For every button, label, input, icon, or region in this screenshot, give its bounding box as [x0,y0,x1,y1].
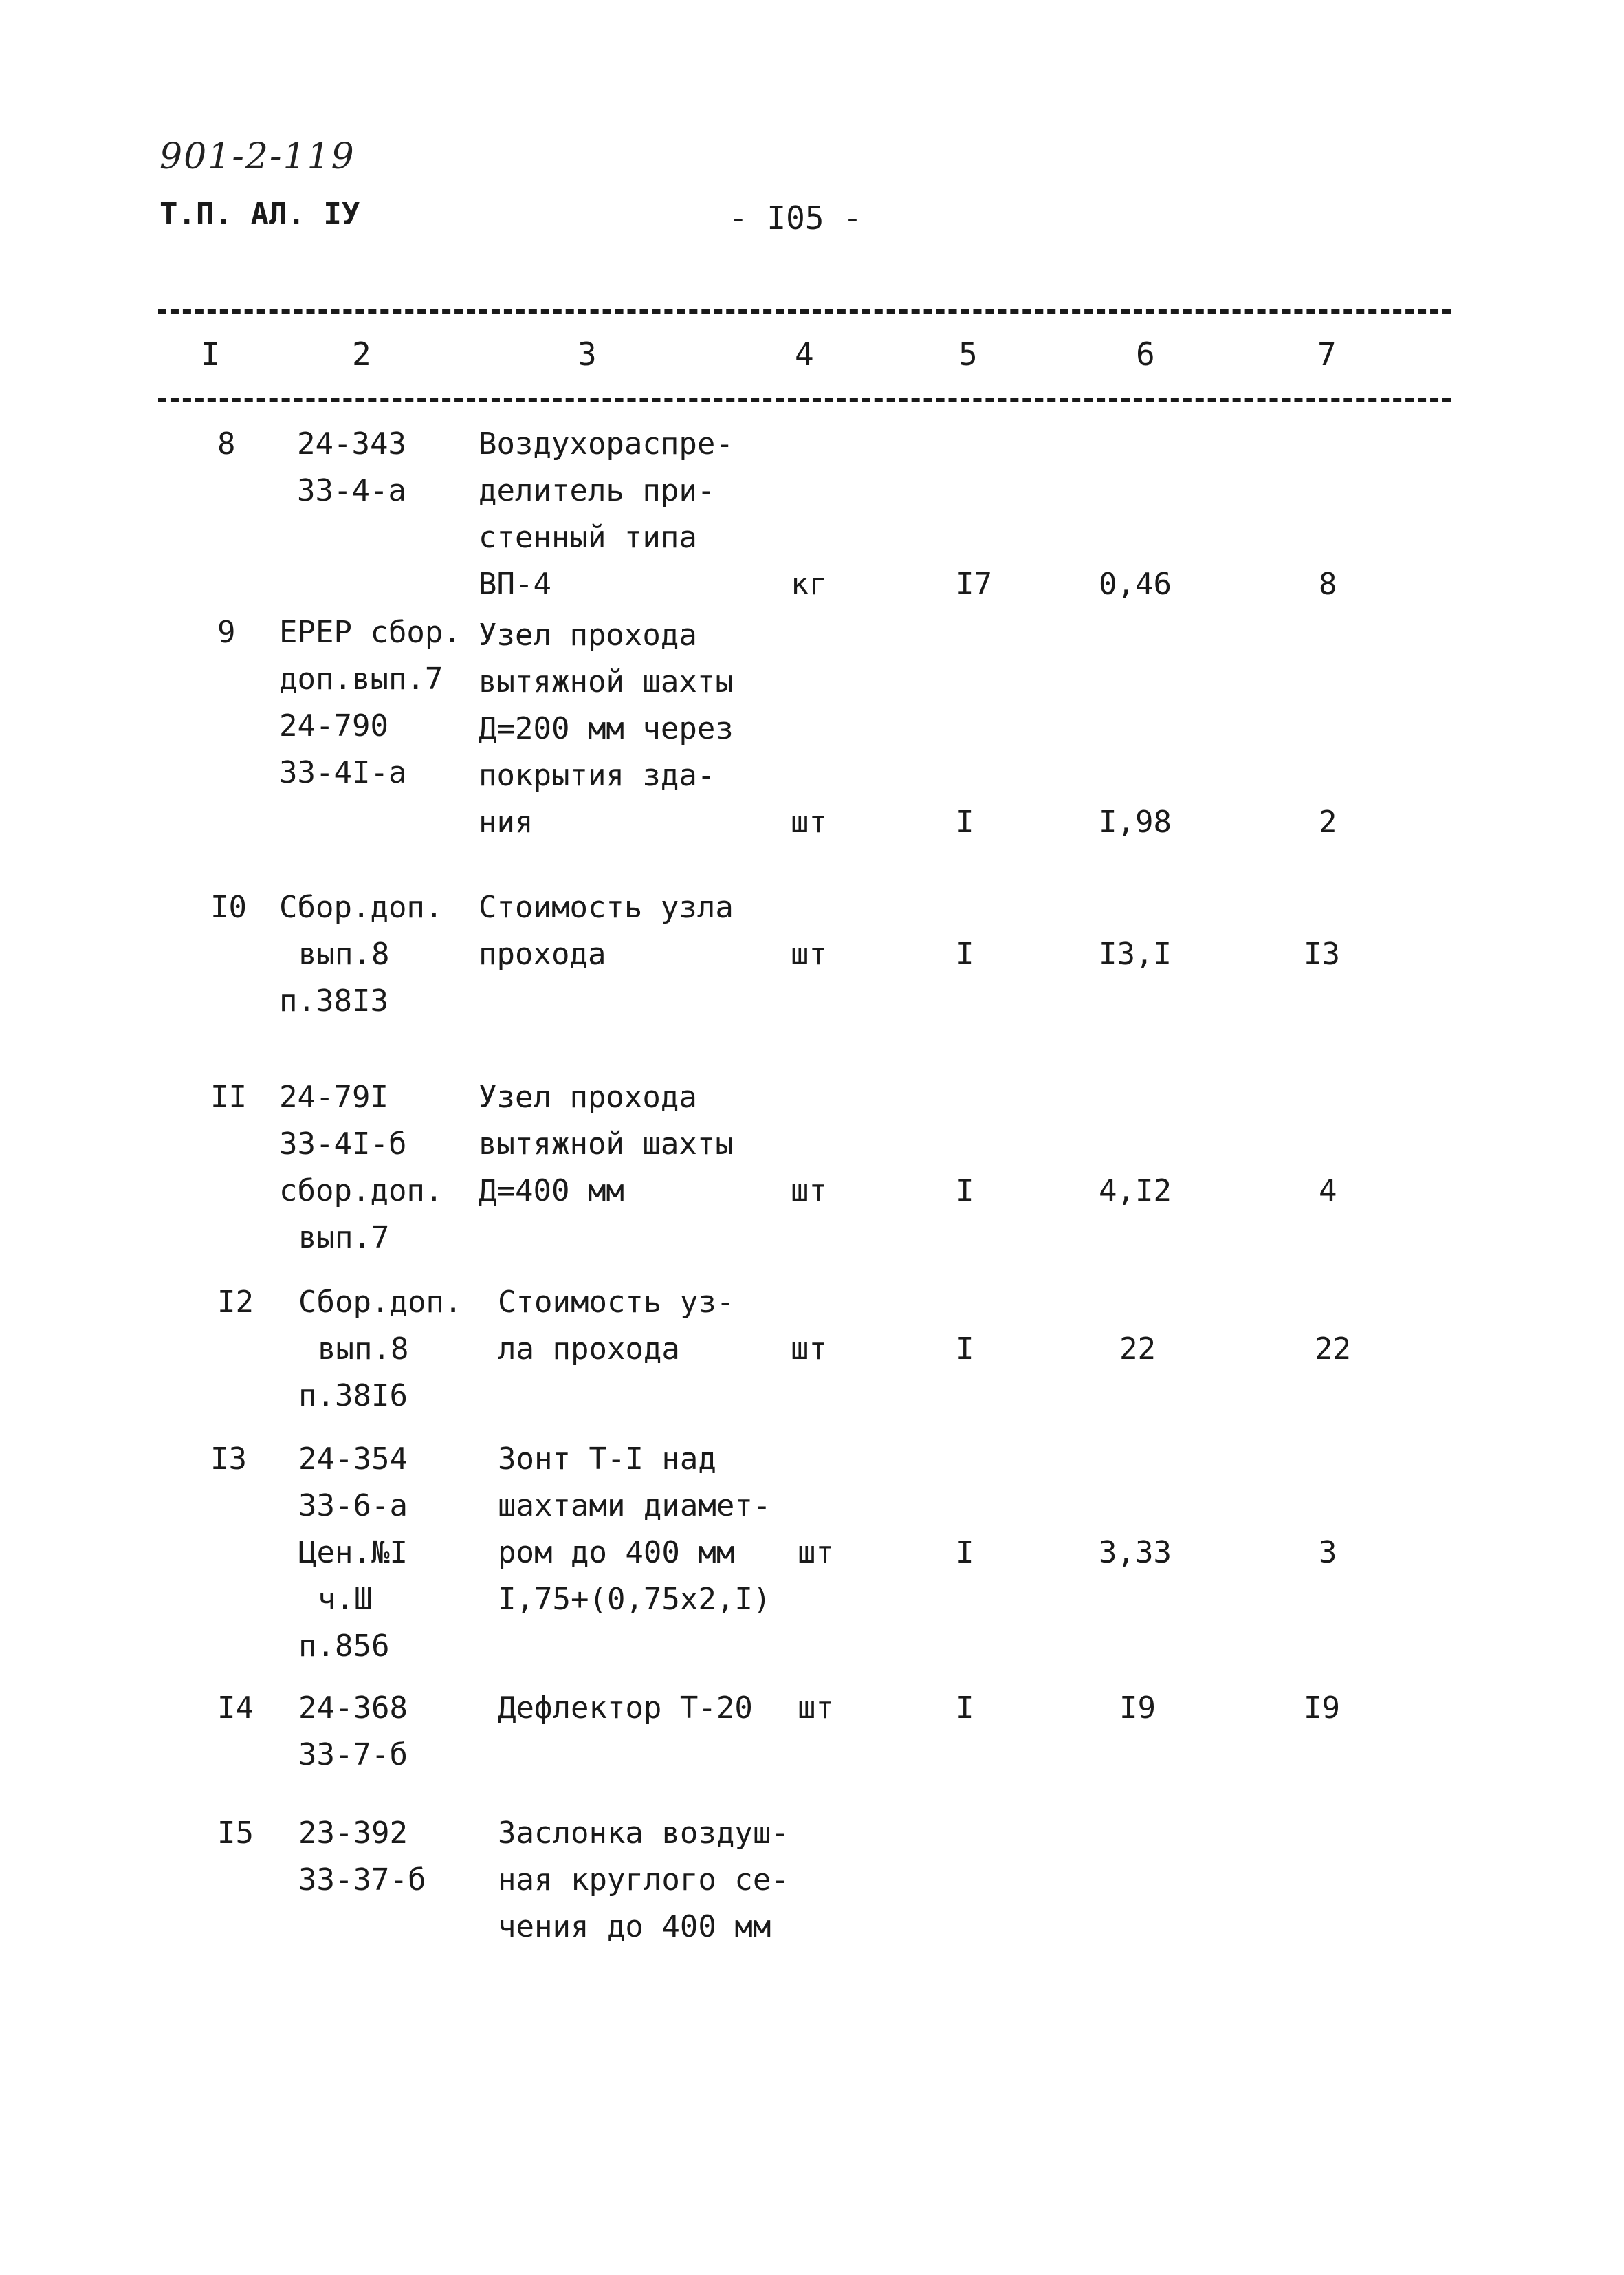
column-header-6: 6 [1136,336,1155,373]
quantity: I [956,937,974,972]
row-number: I4 [217,1690,254,1726]
column-header-5: 5 [958,336,978,373]
unit: шт [798,1690,834,1726]
item-description: Заслонка воздуш- ная круглого се- чения до 400 мм [498,1816,789,1944]
norm-code: 24-343 33-4-а [297,426,406,508]
total-cost: 2 [1319,805,1337,840]
item-description: Узел прохода вытяжной шахты Д=200 мм через покрытия зда- ния [479,618,734,840]
unit: шт [791,937,827,972]
item-description: Воздухораспре- делитель при- стенный типа ВП-4 [479,426,734,602]
quantity: I [956,1690,974,1726]
total-cost: I9 [1304,1690,1340,1726]
row-number: 9 [217,615,236,650]
item-description: Стоимость узла прохода [479,890,734,972]
unit-price: 4,I2 [1099,1173,1172,1208]
quantity: I [956,1173,974,1208]
unit: шт [798,1535,834,1570]
total-cost: I3 [1304,937,1340,972]
column-header-3: 3 [578,336,597,373]
quantity: I [956,805,974,840]
unit-price: 3,33 [1099,1535,1172,1570]
quantity: I7 [956,567,992,602]
column-header-2: 2 [352,336,371,373]
quantity: I [956,1535,974,1570]
total-cost: 8 [1319,567,1337,602]
row-number: I3 [210,1441,247,1477]
row-number: I0 [210,890,247,925]
total-cost: 4 [1319,1173,1337,1208]
norm-code: 24-79I 33-4I-б сбор.доп. вып.7 [279,1080,443,1255]
quantity: I [956,1331,974,1367]
row-number: I5 [217,1816,254,1851]
unit: кг [791,567,827,602]
item-description: Дефлектор Т-20 [498,1690,753,1726]
column-header-4: 4 [795,336,814,373]
norm-code: 23-392 33-37-б [298,1816,426,1897]
row-number: II [210,1080,247,1115]
unit-price: I3,I [1099,937,1172,972]
item-description: Узел прохода вытяжной шахты Д=400 мм [479,1080,734,1208]
item-description: Зонт Т-I над шахтами диамет- ром до 400 мм I,75+(0,75х2,I) [498,1441,771,1617]
page-number: - I05 - [729,199,862,237]
norm-code: ЕРЕР сбор. доп.вып.7 24-790 33-4I-а [279,615,461,790]
unit-price: 22 [1119,1331,1156,1367]
total-cost: 22 [1315,1331,1351,1367]
total-cost: 3 [1319,1535,1337,1570]
document-reference: Т.П. АЛ. IУ [160,197,360,232]
norm-code: 24-354 33-6-а Цен.№I ч.Ш п.856 [298,1441,408,1664]
table-header-rule [158,398,1451,402]
unit-price: 0,46 [1099,567,1172,602]
handwritten-note: 901-2-119 [160,136,355,177]
unit: шт [791,805,827,840]
column-header-1: I [201,336,220,373]
norm-code: Сбор.доп. вып.8 п.38I3 [279,890,443,1019]
unit: шт [791,1173,827,1208]
unit: шт [791,1331,827,1367]
unit-price: I9 [1119,1690,1156,1726]
unit-price: I,98 [1099,805,1172,840]
row-number: I2 [217,1285,254,1320]
table-top-rule [158,309,1451,314]
norm-code: Сбор.доп. вып.8 п.38I6 [298,1285,463,1413]
row-number: 8 [217,426,236,461]
column-header-7: 7 [1317,336,1337,373]
norm-code: 24-368 33-7-б [298,1690,408,1772]
item-description: Стоимость уз- ла прохода [498,1285,735,1367]
